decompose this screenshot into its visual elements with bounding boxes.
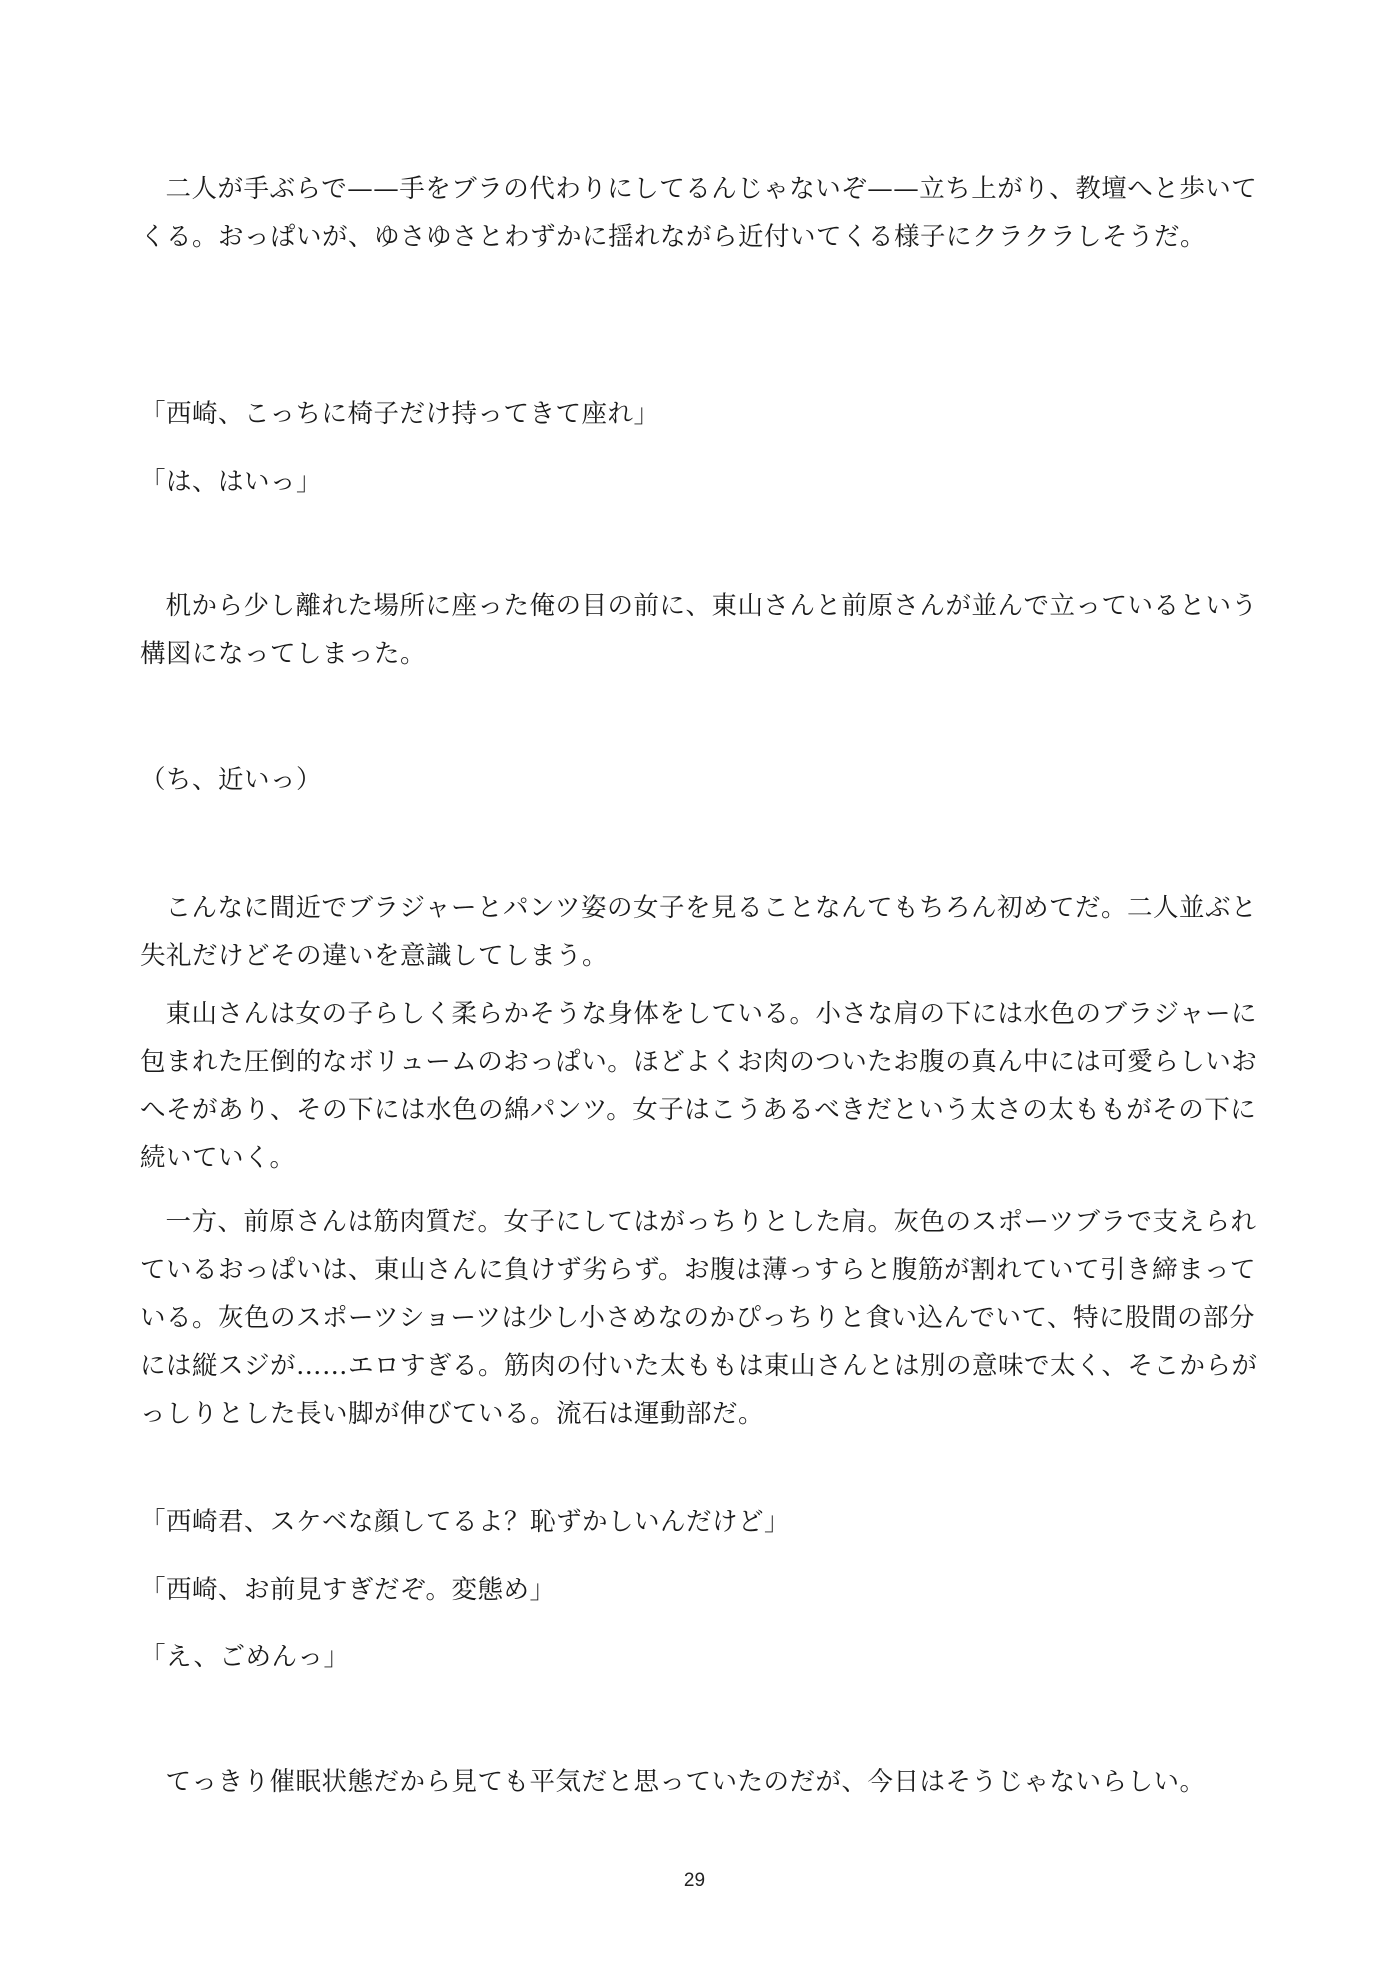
narration-paragraph: 二人が手ぶらで——手をブラの代わりにしてるんじゃないぞ——立ち上がり、教壇へと歩いてくる。おっぱいが、ゆさゆさとわずかに揺れながら近付いてくる様子にクラクラしそうだ。 [140, 174, 1258, 252]
dialogue-line: 「は、はいっ」 [140, 467, 323, 497]
narration-paragraph: 一方、前原さんは筋肉質だ。女子にしてはがっちりとした肩。灰色のスポーツブラで支えられているおっぱいは、東山さんに負けず劣らず。お腹は薄っすらと腹筋が割れていて引き締まっている。灰色のスポーツショーツは少し小さめなのかぴっちりと食い込んでいて、特に股間の部分には縦スジが……エロすぎる。筋肉の付いた太ももは東山さんとは別の意味で太く、そこからがっしりとした長い脚が伸びている。流石は運動部だ。 [140, 1207, 1258, 1429]
narration-paragraph: こんなに間近でブラジャーとパンツ姿の女子を見ることなんてもちろん初めてだ。二人並ぶと失礼だけどその違いを意識してしまう。 [140, 893, 1257, 971]
page-number: 29 [683, 1870, 706, 1891]
dialogue-line: 「西崎、こっちに椅子だけ持ってきて座れ」 [140, 399, 660, 429]
narration-paragraph: 東山さんは女の子らしく柔らかそうな身体をしている。小さな肩の下には水色のブラジャーに包まれた圧倒的なボリュームのおっぱい。ほどよくお肉のついたお腹の真ん中には可愛らしいおへそがあり、その下には水色の綿パンツ。女子はこうあるべきだという太さの太ももがその下に続いていく。 [140, 999, 1258, 1173]
dialogue-line: 「え、ごめんっ」 [140, 1642, 350, 1672]
narration-paragraph: てっきり催眠状態だから見ても平気だと思っていたのだが、今日はそうじゃないらしい。 [165, 1767, 1206, 1797]
narration-paragraph: 机から少し離れた場所に座った俺の目の前に、東山さんと前原さんが並んで立っているという構図になってしまった。 [140, 591, 1258, 669]
dialogue-line: 「西崎君、スケベな顔してるよ？恥ずかしいんだけど」 [140, 1507, 791, 1537]
dialogue-line: 「西崎、お前見すぎだぞ。変態め」 [140, 1575, 556, 1605]
inner-thought-line: （ち、近いっ） [140, 765, 323, 795]
